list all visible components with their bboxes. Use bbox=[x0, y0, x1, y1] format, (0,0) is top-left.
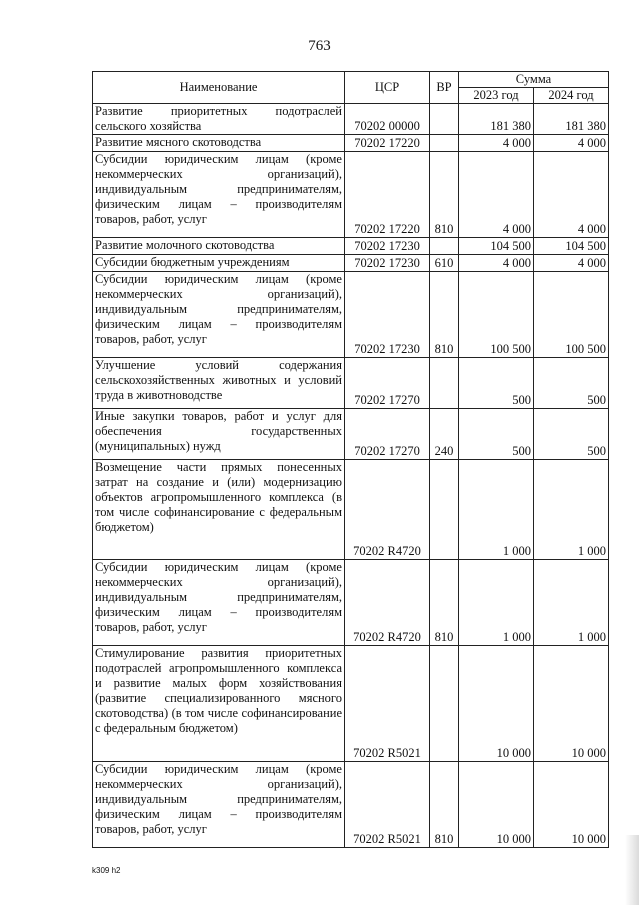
row-name: Субсидии юридическим лицам (кроме некоммерческих организаций), индивидуальным предпринимателям, физическим лицам – производителям товаров, работ, услуг bbox=[93, 152, 345, 238]
row-amount-2023: 104 500 bbox=[459, 238, 534, 255]
row-amount-2024: 500 bbox=[534, 358, 609, 409]
row-vr: 810 bbox=[430, 560, 459, 646]
row-amount-2024: 181 380 bbox=[534, 104, 609, 135]
table-row bbox=[93, 104, 609, 135]
row-csr: 70202 R5021 bbox=[345, 646, 430, 762]
row-amount-2024: 1 000 bbox=[534, 460, 609, 560]
row-amount-2024: 500 bbox=[534, 409, 609, 460]
row-name: Стимулирование развития приоритетных подотраслей агропромышленного комплекса и развитие малых форм хозяйствования (развитие специализированного мясного скотоводства) (в том числе софинансирование с федеральным бюджетом) bbox=[93, 646, 345, 762]
row-csr: 70202 17270 bbox=[345, 358, 430, 409]
table-row bbox=[93, 409, 609, 460]
budget-table bbox=[92, 71, 609, 848]
row-vr: 610 bbox=[430, 255, 459, 272]
table-body bbox=[93, 104, 609, 848]
row-vr bbox=[430, 238, 459, 255]
table-row bbox=[93, 255, 609, 272]
row-vr: 240 bbox=[430, 409, 459, 460]
row-name: Субсидии юридическим лицам (кроме некоммерческих организаций), индивидуальным предпринимателям, физическим лицам – производителям товаров, работ, услуг bbox=[93, 272, 345, 358]
page-number: 763 bbox=[308, 38, 331, 54]
row-amount-2024: 100 500 bbox=[534, 272, 609, 358]
row-csr: 70202 R5021 bbox=[345, 762, 430, 848]
table-header bbox=[93, 72, 609, 104]
row-amount-2024: 4 000 bbox=[534, 255, 609, 272]
row-csr: 70202 R4720 bbox=[345, 460, 430, 560]
header-sum: Сумма bbox=[459, 72, 609, 88]
table-row bbox=[93, 358, 609, 409]
header-name: Наименование bbox=[93, 72, 345, 104]
row-amount-2024: 4 000 bbox=[534, 135, 609, 152]
header-vr: ВР bbox=[430, 72, 459, 104]
row-vr bbox=[430, 646, 459, 762]
scan-edge-shadow bbox=[625, 835, 639, 905]
row-name: Возмещение части прямых понесенных затрат на создание и (или) модернизацию объектов агропромышленного комплекса (в том числе софинансирование с федеральным бюджетом) bbox=[93, 460, 345, 560]
table-row bbox=[93, 238, 609, 255]
row-amount-2023: 1 000 bbox=[459, 460, 534, 560]
row-name: Развитие мясного скотоводства bbox=[93, 135, 345, 152]
row-csr: 70202 17220 bbox=[345, 135, 430, 152]
row-csr: 70202 00000 bbox=[345, 104, 430, 135]
table-row bbox=[93, 272, 609, 358]
row-name: Субсидии юридическим лицам (кроме некоммерческих организаций), индивидуальным предпринимателям, физическим лицам – производителям товаров, работ, услуг bbox=[93, 560, 345, 646]
header-year-2023: 2023 год bbox=[459, 88, 534, 104]
table-row bbox=[93, 152, 609, 238]
row-vr bbox=[430, 358, 459, 409]
row-amount-2023: 4 000 bbox=[459, 255, 534, 272]
row-csr: 70202 17270 bbox=[345, 409, 430, 460]
row-amount-2023: 4 000 bbox=[459, 152, 534, 238]
row-csr: 70202 R4720 bbox=[345, 560, 430, 646]
row-amount-2023: 181 380 bbox=[459, 104, 534, 135]
row-amount-2023: 100 500 bbox=[459, 272, 534, 358]
row-vr: 810 bbox=[430, 762, 459, 848]
row-amount-2023: 10 000 bbox=[459, 646, 534, 762]
header-year-2024: 2024 год bbox=[534, 88, 609, 104]
row-amount-2023: 500 bbox=[459, 409, 534, 460]
table-row bbox=[93, 460, 609, 560]
row-amount-2024: 10 000 bbox=[534, 646, 609, 762]
table-row bbox=[93, 560, 609, 646]
row-csr: 70202 17230 bbox=[345, 272, 430, 358]
row-name: Развитие приоритетных подотраслей сельского хозяйства bbox=[93, 104, 345, 135]
row-amount-2023: 10 000 bbox=[459, 762, 534, 848]
table-row bbox=[93, 646, 609, 762]
row-name: Улучшение условий содержания сельскохозяйственных животных и условий труда в животноводстве bbox=[93, 358, 345, 409]
row-amount-2024: 4 000 bbox=[534, 152, 609, 238]
table-row bbox=[93, 135, 609, 152]
row-amount-2023: 1 000 bbox=[459, 560, 534, 646]
table-row bbox=[93, 762, 609, 848]
header-csr: ЦСР bbox=[345, 72, 430, 104]
row-vr bbox=[430, 104, 459, 135]
document-footer-code: k309 h2 bbox=[92, 866, 121, 875]
row-csr: 70202 17230 bbox=[345, 255, 430, 272]
row-vr: 810 bbox=[430, 272, 459, 358]
row-name: Субсидии бюджетным учреждениям bbox=[93, 255, 345, 272]
row-name: Субсидии юридическим лицам (кроме некоммерческих организаций), индивидуальным предпринимателям, физическим лицам – производителям товаров, работ, услуг bbox=[93, 762, 345, 848]
row-amount-2023: 500 bbox=[459, 358, 534, 409]
row-amount-2024: 104 500 bbox=[534, 238, 609, 255]
row-name: Развитие молочного скотоводства bbox=[93, 238, 345, 255]
row-amount-2024: 1 000 bbox=[534, 560, 609, 646]
row-amount-2024: 10 000 bbox=[534, 762, 609, 848]
row-csr: 70202 17230 bbox=[345, 238, 430, 255]
row-name: Иные закупки товаров, работ и услуг для обеспечения государственных (муниципальных) нужд bbox=[93, 409, 345, 460]
row-amount-2023: 4 000 bbox=[459, 135, 534, 152]
row-vr: 810 bbox=[430, 152, 459, 238]
row-vr bbox=[430, 135, 459, 152]
row-vr bbox=[430, 460, 459, 560]
row-csr: 70202 17220 bbox=[345, 152, 430, 238]
